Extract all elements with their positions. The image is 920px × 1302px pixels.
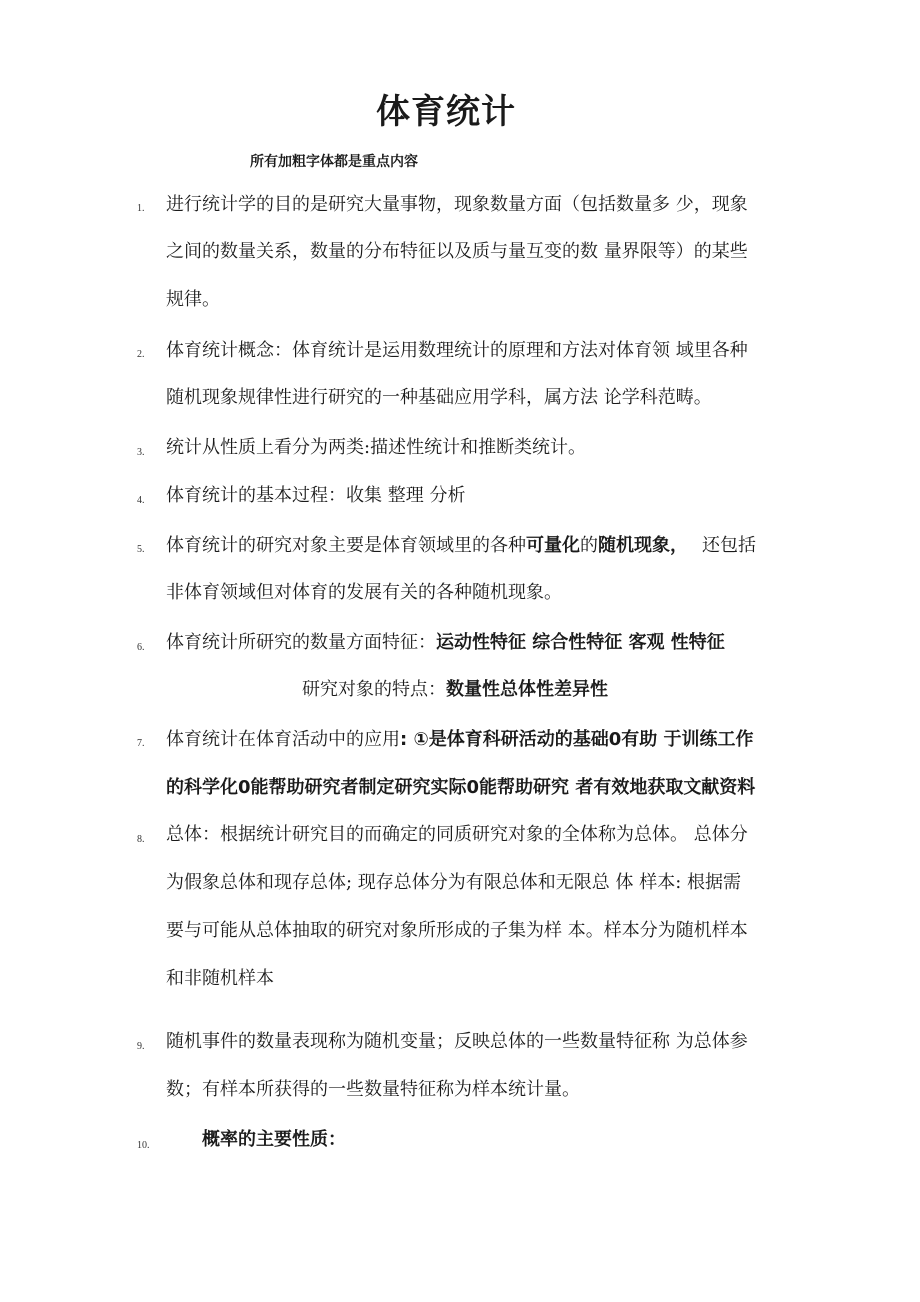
item-number: 5. (137, 544, 145, 555)
bold-term: 运动性特征 综合性特征 客观 性特征 (436, 632, 725, 653)
item-text-line: 进行统计学的目的是研究大量事物，现象数量方面（包括数量多 少，现象 (166, 194, 748, 215)
text-run: 体育统计所研究的数量方面特征： (166, 632, 436, 653)
item-text-line (166, 631, 725, 655)
text-run: 研究对象的特点： (302, 679, 446, 700)
item-text-line: 总体：根据统计研究目的而确定的同质研究对象的全体称为总体。 总体分 (166, 824, 748, 845)
document-subtitle: 所有加粗字体都是重点内容 (250, 154, 418, 170)
item-text-line (302, 678, 608, 702)
item-number: 2. (137, 349, 145, 360)
item-text-line: 体育统计的基本过程：收集 整理 分析 (166, 485, 466, 506)
item-number: 10. (137, 1140, 150, 1151)
item-text-line: 为假象总体和现存总体; 现存总体分为有限总体和无限总 体 样本: 根据需 (166, 872, 742, 893)
text-run: 体育统计在体育活动中的应用 (166, 729, 400, 750)
item-text-line: 数；有样本所获得的一些数量特征称为样本统计量。 (166, 1079, 580, 1100)
item-number: 9. (137, 1041, 145, 1052)
text-run: 体育统计的研究对象主要是体育领域里的各种 (166, 535, 526, 556)
item-number: 1. (137, 203, 145, 214)
item-text-line: 之间的数量关系，数量的分布特征以及质与量互变的数 量界限等）的某些 (166, 241, 748, 262)
item-text-line: 体育统计概念：体育统计是运用数理统计的原理和方法对体育领 域里各种 (166, 340, 748, 361)
item-text-line: 和非随机样本 (166, 968, 274, 989)
document-title: 体育统计 (376, 92, 516, 132)
item-number: 4. (137, 495, 145, 506)
item-text-line (166, 728, 754, 752)
item-text-line: 要与可能从总体抽取的研究对象所形成的子集为样 本。样本分为随机样本 (166, 920, 748, 941)
item-text-line: 随机现象规律性进行研究的一种基础应用学科，属方法 论学科范畴。 (166, 387, 712, 408)
text-run: 还包括 (702, 535, 756, 556)
bold-term: 可量化 (526, 535, 580, 556)
bold-term: 数量性总体性差异性 (446, 679, 608, 700)
bold-term: 随机现象， (598, 535, 688, 556)
item-text-line: 统计从性质上看分为两类:描述性统计和推断类统计。 (166, 437, 587, 458)
text-run: 的 (580, 535, 598, 556)
bold-term: : ①是体育科研活动的基础0有助 于训练工作 (400, 729, 754, 750)
item-text-line: 规律。 (166, 289, 220, 310)
item-number: 7. (137, 738, 145, 749)
item-text-line: 的科学化0能帮助研究者制定研究实际0能帮助研究 者有效地获取文献资料 (166, 777, 756, 798)
item-text-line: 随机事件的数量表现称为随机变量；反映总体的一些数量特征称 为总体参 (166, 1031, 748, 1052)
item-number: 8. (137, 834, 145, 845)
item-number: 6. (137, 642, 145, 653)
item-text-line: 概率的主要性质： (202, 1129, 346, 1150)
item-text-line: 非体育领域但对体育的发展有关的各种随机现象。 (166, 582, 562, 603)
item-text-line (166, 534, 756, 558)
item-number: 3. (137, 447, 145, 458)
